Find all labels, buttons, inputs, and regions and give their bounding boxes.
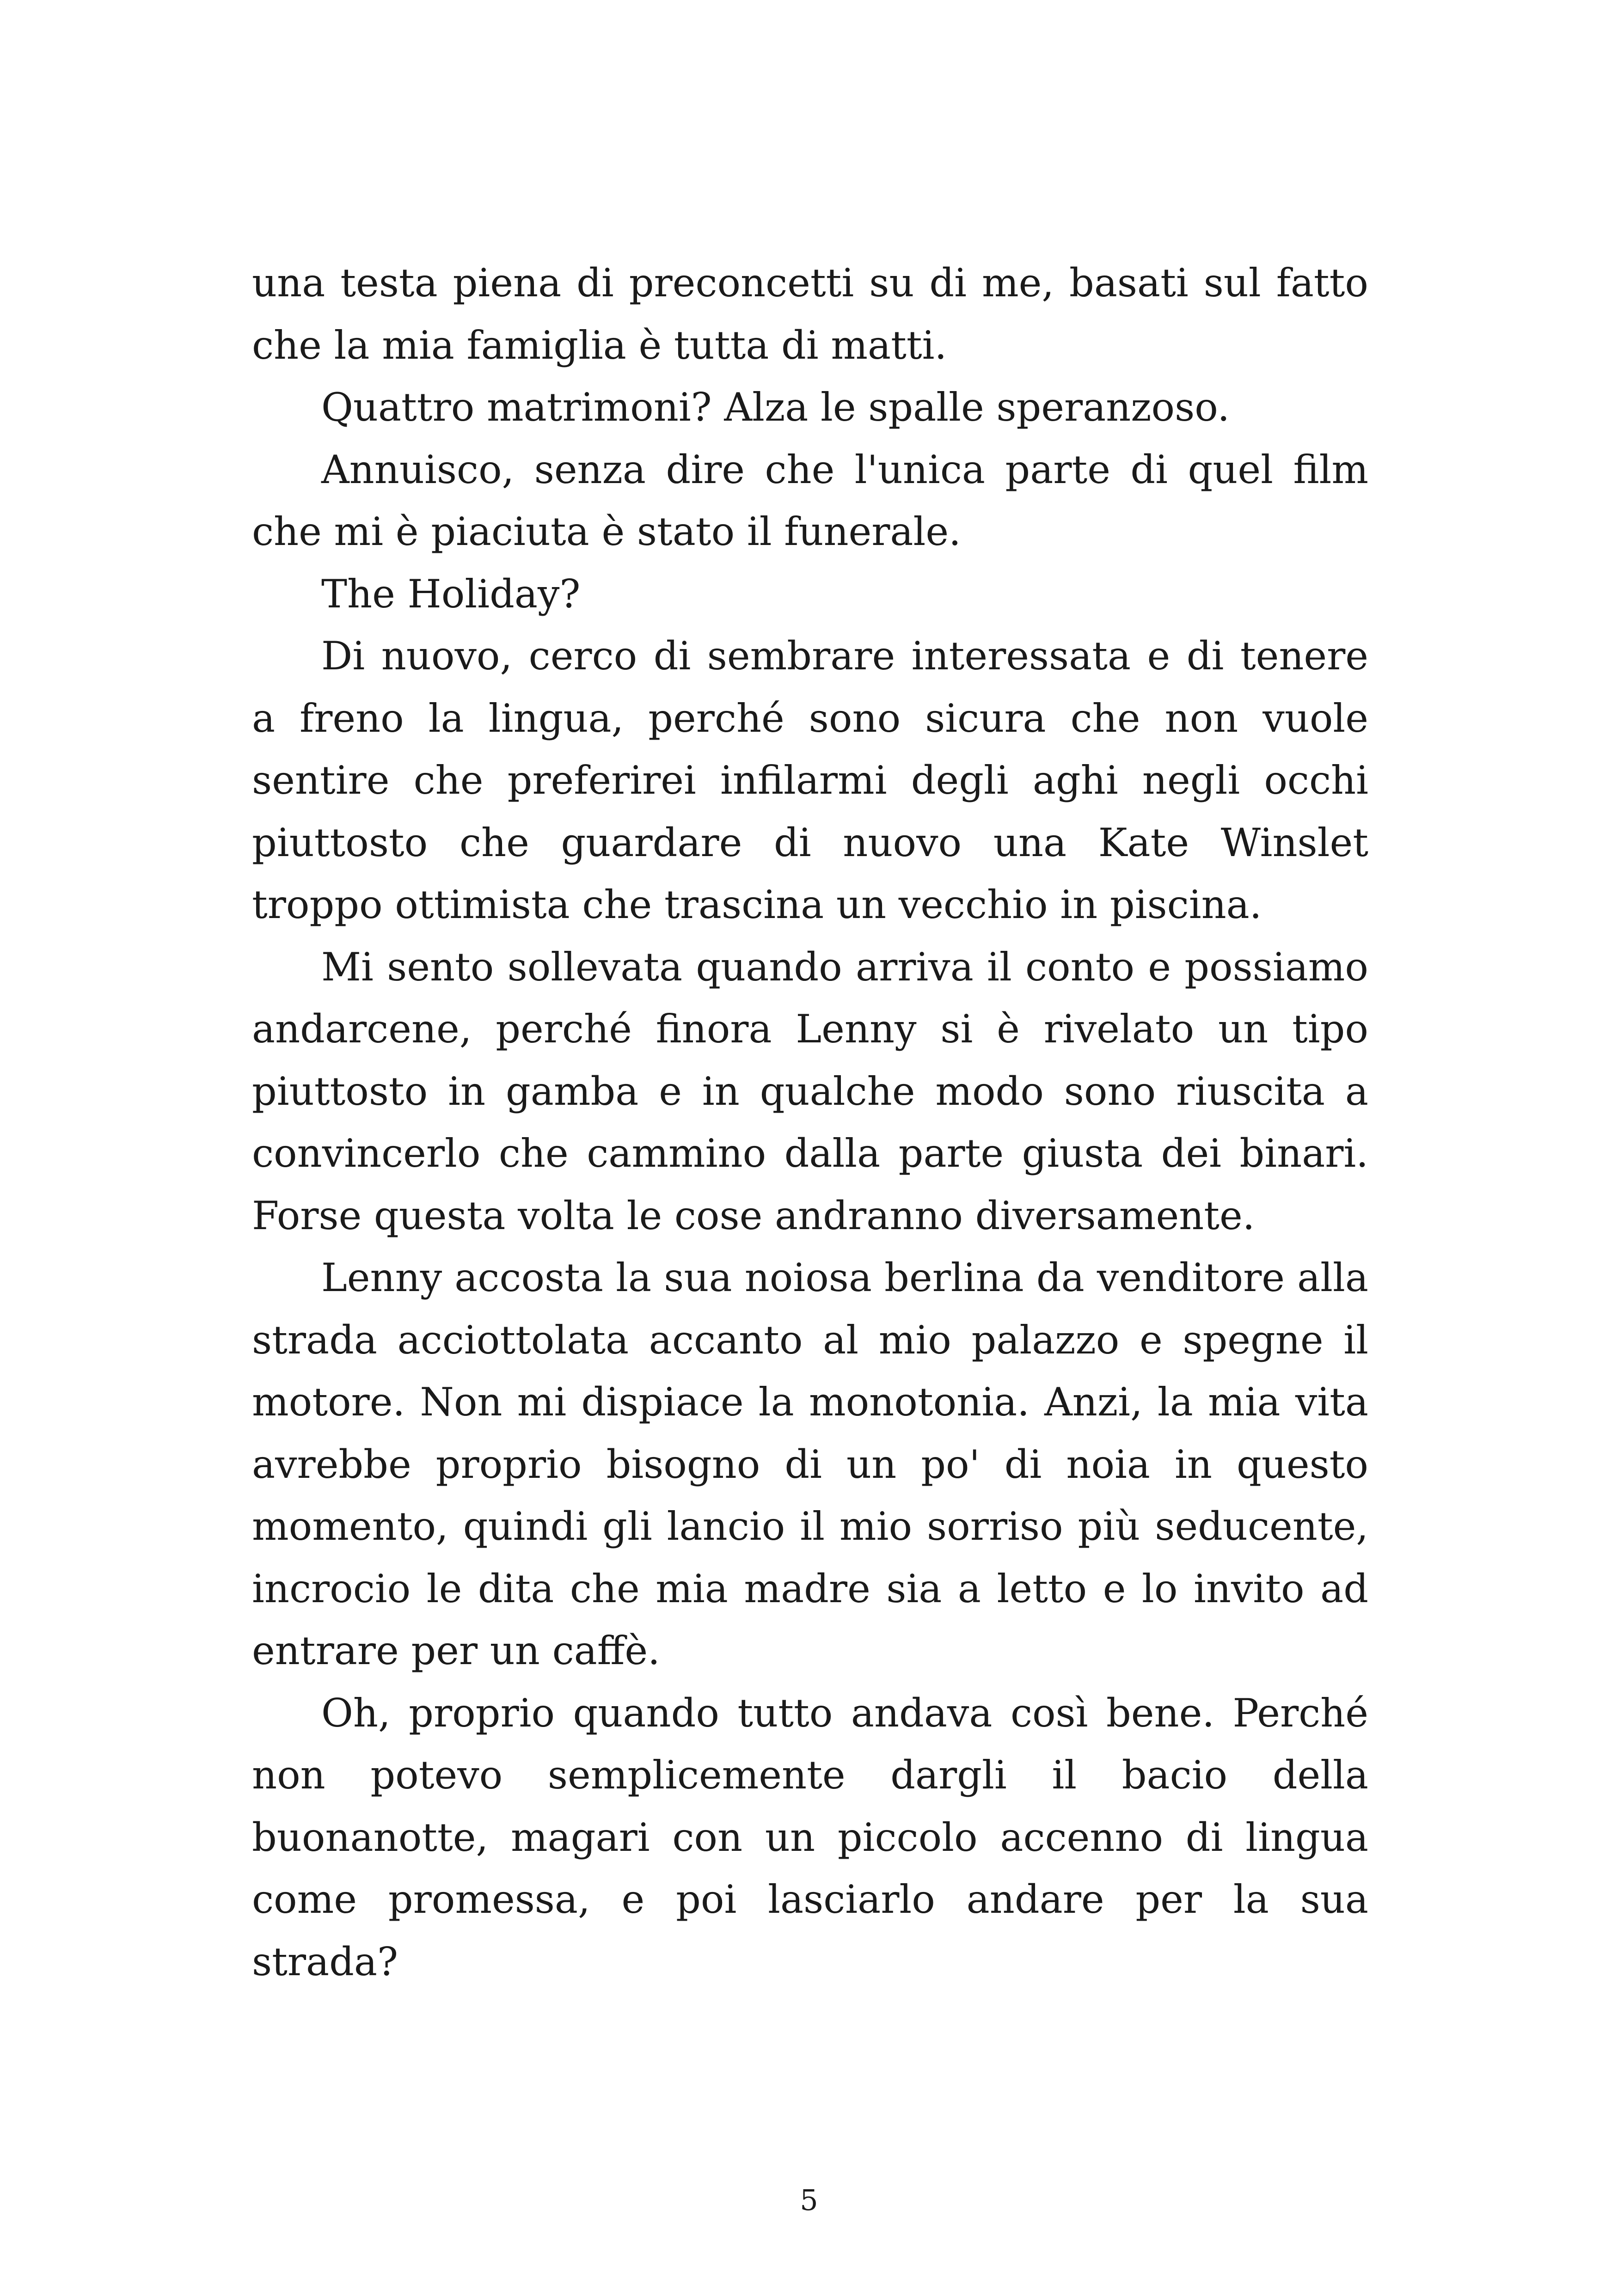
- paragraph: Di nuovo, cerco di sembrare interessata e di tenere a freno la lingua, perché sono sicura che non vuole sentire che preferirei infilarmi degli aghi negli occhi piuttosto che guardare di nuovo una Kate Winslet troppo ottimista che trascina un vecchio in piscina.: [252, 633, 1368, 927]
- paragraph: Lenny accosta la sua noiosa berlina da venditore alla strada acciottolata accanto al mio palazzo e spegne il motore. Non mi dispiace la monotonia. Anzi, la mia vita avrebbe proprio bisogno di un po' di noia in questo momento, quindi gli lancio il mio sorriso più seducente, incrocio le dita che mia madre sia a letto e lo invito ad entrare per un caffè.: [252, 1255, 1368, 1673]
- paragraph: Annuisco, senza dire che l'unica parte di quel film che mi è piaciuta è stato il funerale.: [252, 447, 1368, 554]
- paragraph: Mi sento sollevata quando arriva il conto e possiamo andarcene, perché finora Lenny si è rivelato un tipo piuttosto in gamba e in qualche modo sono riuscita a convincerlo che cammino dalla parte giusta dei binari. Forse questa volta le cose andranno diversamente.: [252, 944, 1368, 1238]
- paragraph-continuation: una testa piena di preconcetti su di me, basati sul fatto che la mia famiglia è tutta di matti.: [252, 260, 1368, 368]
- paragraph: Quattro matrimoni? Alza le spalle speranzoso.: [321, 385, 1230, 430]
- body-text: [252, 252, 1368, 1993]
- paragraph: Oh, proprio quando tutto andava così bene. Perché non potevo semplicemente dargli il bacio della buonanotte, magari con un piccolo accenno di lingua come promessa, e poi lasciarlo andare per la sua strada?: [252, 1690, 1368, 1984]
- paragraph: The Holiday?: [321, 571, 581, 617]
- page-number: 5: [800, 2183, 818, 2217]
